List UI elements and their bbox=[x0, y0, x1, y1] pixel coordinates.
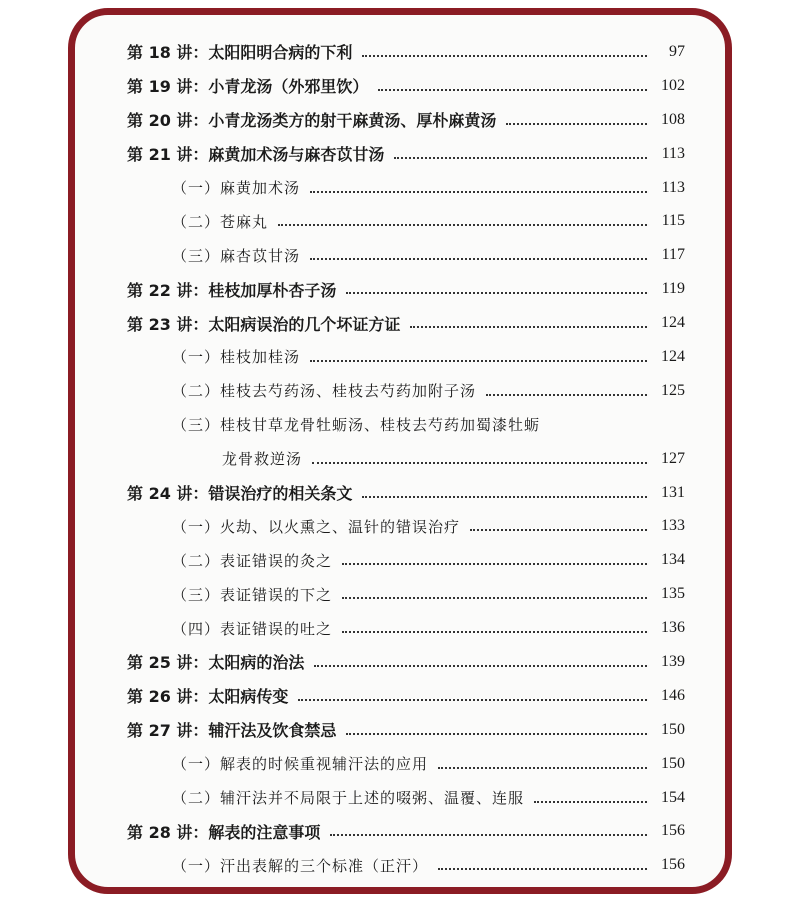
page-number: 119 bbox=[661, 280, 685, 298]
toc-chapter-entry bbox=[127, 713, 685, 747]
page-number: 135 bbox=[661, 585, 685, 603]
toc-chapter-entry bbox=[127, 137, 685, 171]
toc-chapter-entry bbox=[127, 476, 685, 510]
dot-leader bbox=[278, 224, 647, 226]
entry-title: 小青龙汤类方的射干麻黄汤、厚朴麻黄汤 bbox=[208, 111, 497, 131]
dot-leader bbox=[378, 89, 647, 91]
toc-chapter-entry bbox=[127, 35, 685, 69]
page-number: 136 bbox=[661, 619, 685, 637]
page-number: 124 bbox=[661, 347, 685, 365]
toc-subentry bbox=[127, 374, 685, 408]
dot-leader bbox=[314, 665, 647, 667]
page-number: 156 bbox=[661, 856, 685, 874]
entry-title: （一）麻黄加术汤 bbox=[172, 179, 301, 197]
chapter-number: 第 24 讲： bbox=[127, 484, 209, 504]
entry-title: （一）桂枝加桂汤 bbox=[172, 348, 301, 367]
entry-title: （二）苍麻丸 bbox=[172, 212, 269, 231]
entry-title: 麻黄加术汤与麻杏苡甘汤 bbox=[208, 145, 385, 165]
entry-title: 龙骨救逆汤 bbox=[222, 450, 303, 469]
dot-leader bbox=[310, 360, 647, 362]
page-number: 146 bbox=[661, 686, 685, 704]
chapter-number: 第 19 讲： bbox=[127, 77, 209, 97]
toc-subentry bbox=[127, 781, 685, 815]
page-number: 113 bbox=[661, 144, 685, 162]
entry-title: （三）桂枝甘草龙骨牡蛎汤、桂枝去芍药加蜀漆牡蛎 bbox=[172, 416, 541, 435]
page-number: 108 bbox=[661, 110, 685, 128]
dot-leader bbox=[438, 767, 647, 769]
toc-chapter-entry bbox=[127, 69, 685, 103]
entry-title: （一）汗出表解的三个标准（正汗） bbox=[172, 856, 429, 875]
toc-subentry bbox=[127, 577, 685, 611]
toc-chapter-entry bbox=[127, 272, 685, 306]
dot-leader bbox=[312, 462, 647, 464]
page-number: 150 bbox=[661, 720, 685, 738]
page-number: 127 bbox=[661, 449, 685, 467]
toc-subentry bbox=[127, 543, 685, 577]
dot-leader bbox=[534, 801, 647, 803]
entry-title: 桂枝加厚朴杏子汤 bbox=[208, 280, 337, 300]
dot-leader bbox=[346, 733, 647, 735]
chapter-number: 第 27 讲： bbox=[127, 721, 209, 741]
toc-chapter-entry bbox=[127, 103, 685, 137]
toc-subentry bbox=[127, 611, 685, 645]
page-number: 113 bbox=[661, 178, 685, 196]
entry-title: （二）表证错误的灸之 bbox=[172, 551, 333, 570]
entry-title: （二）辅汗法并不局限于上述的啜粥、温覆、连服 bbox=[172, 789, 525, 808]
dot-leader bbox=[438, 868, 647, 870]
chapter-number: 第 20 讲： bbox=[127, 111, 209, 131]
dot-leader bbox=[410, 326, 647, 328]
entry-title: 解表的注意事项 bbox=[208, 822, 321, 842]
entry-title: 太阳病传变 bbox=[208, 687, 289, 707]
chapter-number: 第 26 讲： bbox=[127, 687, 209, 707]
toc-subentry bbox=[127, 442, 685, 476]
chapter-number: 第 28 讲： bbox=[127, 822, 209, 842]
entry-title: 太阳病的治法 bbox=[208, 653, 305, 673]
chapter-number: 第 22 讲： bbox=[127, 280, 209, 300]
page-number: 117 bbox=[661, 246, 685, 264]
entry-title: （三）麻杏苡甘汤 bbox=[172, 246, 301, 265]
entry-title: 太阳病误治的几个坏证方证 bbox=[208, 314, 401, 334]
dot-leader bbox=[342, 631, 647, 633]
dot-leader bbox=[310, 258, 647, 260]
toc-subentry bbox=[127, 238, 685, 272]
table-of-contents bbox=[127, 35, 685, 882]
dot-leader bbox=[470, 529, 647, 531]
toc-subentry bbox=[127, 848, 685, 882]
entry-title: （三）表证错误的下之 bbox=[172, 585, 333, 604]
chapter-number: 第 25 讲： bbox=[127, 653, 209, 673]
toc-chapter-entry bbox=[127, 679, 685, 713]
dot-leader bbox=[394, 157, 647, 159]
chapter-number: 第 21 讲： bbox=[127, 145, 209, 165]
entry-title: （二）桂枝去芍药汤、桂枝去芍药加附子汤 bbox=[172, 382, 477, 401]
page-number: 139 bbox=[661, 652, 685, 670]
toc-chapter-entry bbox=[127, 645, 685, 679]
entry-title: （四）表证错误的吐之 bbox=[172, 619, 333, 638]
entry-title: 小青龙汤（外邪里饮） bbox=[208, 77, 369, 97]
page-number: 134 bbox=[661, 551, 685, 569]
page-number: 133 bbox=[661, 517, 685, 535]
toc-subentry bbox=[127, 171, 685, 205]
toc-subentry bbox=[127, 340, 685, 374]
page-number: 131 bbox=[661, 483, 685, 501]
chapter-number: 第 23 讲： bbox=[127, 314, 209, 334]
page-number: 115 bbox=[661, 212, 685, 230]
page-number: 154 bbox=[661, 788, 685, 806]
page-number: 102 bbox=[661, 76, 685, 94]
dot-leader bbox=[506, 123, 647, 125]
entry-title: 辅汗法及饮食禁忌 bbox=[208, 721, 337, 741]
toc-chapter-entry bbox=[127, 814, 685, 848]
entry-title: 太阳阳明合病的下利 bbox=[208, 43, 353, 63]
page-number: 150 bbox=[661, 754, 685, 772]
entry-title: （一）解表的时候重视辅汗法的应用 bbox=[172, 755, 429, 774]
page-number: 97 bbox=[669, 42, 685, 60]
dot-leader bbox=[342, 563, 647, 565]
dot-leader bbox=[310, 191, 647, 193]
toc-subentry bbox=[127, 408, 685, 442]
toc-subentry bbox=[127, 747, 685, 781]
page-frame bbox=[68, 8, 732, 894]
dot-leader bbox=[362, 496, 647, 498]
toc-subentry bbox=[127, 509, 685, 543]
page-number: 156 bbox=[661, 822, 685, 840]
page-number: 124 bbox=[661, 314, 685, 332]
page-number: 125 bbox=[661, 381, 685, 399]
dot-leader bbox=[486, 394, 647, 396]
toc-chapter-entry bbox=[127, 306, 685, 340]
toc-subentry bbox=[127, 204, 685, 238]
dot-leader bbox=[346, 292, 647, 294]
dot-leader bbox=[362, 55, 647, 57]
entry-title: （一）火劫、以火熏之、温针的错误治疗 bbox=[172, 517, 461, 536]
entry-title: 错误治疗的相关条文 bbox=[208, 484, 353, 504]
dot-leader bbox=[298, 699, 647, 701]
chapter-number: 第 18 讲： bbox=[127, 43, 209, 63]
dot-leader bbox=[330, 834, 647, 836]
dot-leader bbox=[342, 597, 647, 599]
